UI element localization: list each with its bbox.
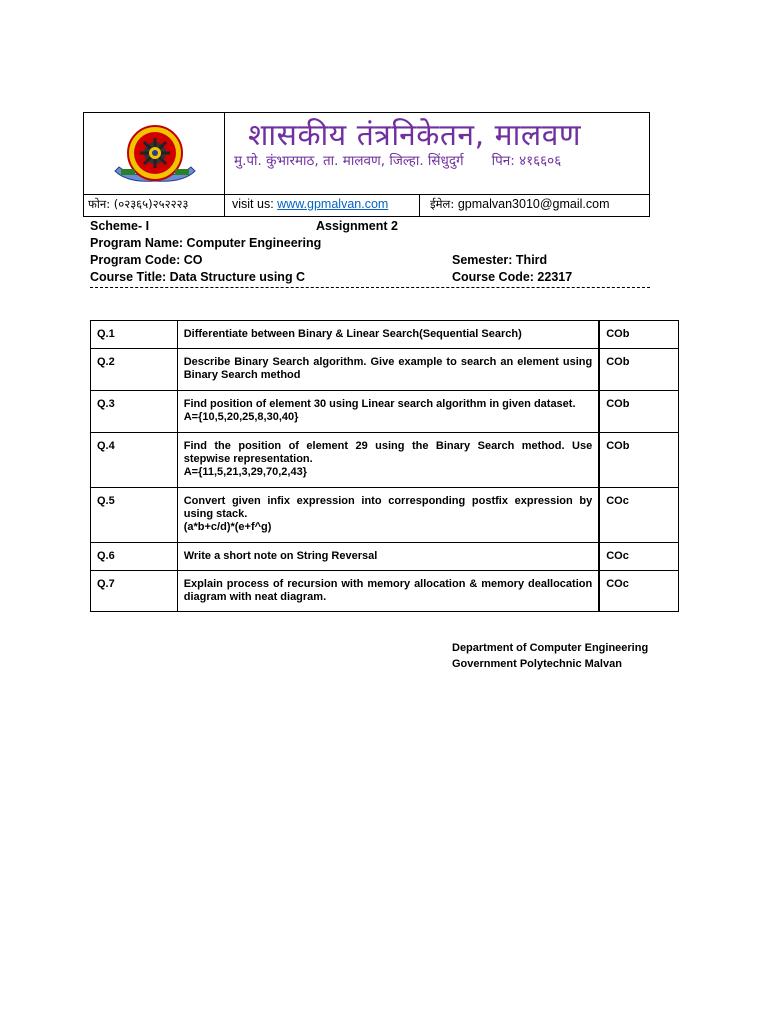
question-number: Q.2	[91, 349, 178, 391]
table-row	[91, 321, 679, 349]
question-text: Differentiate between Binary & Linear Search(Sequential Search)	[177, 321, 599, 349]
phone-number: फोन: (०२३६५)२५२२२३	[84, 195, 225, 217]
question-text: Describe Binary Search algorithm. Give example to search an element using Binary Search method	[177, 349, 599, 391]
course-outcome: COb	[599, 391, 678, 433]
question-text: Write a short note on String Reversal	[177, 543, 599, 571]
table-row	[91, 349, 679, 391]
question-text: Find position of element 30 using Linear search algorithm in given dataset. A={10,5,20,25,8,30,40}	[177, 391, 599, 433]
email-cell	[420, 195, 650, 217]
question-number: Q.4	[91, 433, 178, 488]
contact-row	[84, 194, 649, 217]
course-outcome: COc	[599, 571, 678, 612]
table-row	[91, 391, 679, 433]
question-text: Find the position of element 29 using the Binary Search method. Use stepwise representation. A={11,5,21,3,29,70,2,43}	[177, 433, 599, 488]
institute-emblem-icon	[107, 123, 203, 185]
course-outcome: COb	[599, 321, 678, 349]
question-number: Q.7	[91, 571, 178, 612]
visit-label: visit us:	[232, 197, 278, 211]
table-row	[91, 488, 679, 543]
course-outcome: COc	[599, 488, 678, 543]
department-name: Department of Computer Engineering	[452, 642, 649, 654]
program-code: Program Code: CO	[90, 253, 203, 267]
question-number: Q.6	[91, 543, 178, 571]
course-code: Course Code: 22317	[452, 270, 573, 284]
question-text: Convert given infix expression into corresponding postfix expression by using stack. (a*b+c/d)*(e+f^g)	[177, 488, 599, 543]
email-label: ईमेल:	[430, 197, 458, 211]
program-name: Program Name: Computer Engineering	[90, 236, 322, 250]
institute-footer-name: Government Polytechnic Malvan	[452, 658, 622, 670]
dashed-separator	[90, 287, 650, 288]
table-row	[91, 571, 679, 612]
scheme: Scheme- I	[90, 219, 150, 233]
question-number: Q.5	[91, 488, 178, 543]
website-cell	[225, 195, 420, 217]
email-address: gpmalvan3010@gmail.com	[457, 197, 610, 211]
course-title: Course Title: Data Structure using C	[90, 270, 306, 284]
signature-block	[452, 640, 648, 672]
semester: Semester: Third	[452, 253, 548, 267]
questions-table	[90, 320, 679, 612]
question-text: Explain process of recursion with memory allocation & memory deallocation diagram with neat diagram.	[177, 571, 599, 612]
course-outcome: COb	[599, 433, 678, 488]
website-link[interactable]: www.gpmalvan.com	[277, 197, 389, 211]
letterhead	[83, 112, 650, 217]
pin-code: पिन: ४१६६०६	[491, 153, 562, 169]
table-row	[91, 543, 679, 571]
assignment-title: Assignment 2	[316, 219, 398, 233]
institute-name: शासकीय तंत्रनिकेतन, मालवण	[248, 118, 582, 153]
table-row	[91, 433, 679, 488]
question-number: Q.1	[91, 321, 178, 349]
institute-address	[234, 151, 561, 169]
course-outcome: COc	[599, 543, 678, 571]
logo-cell	[84, 113, 225, 194]
question-number: Q.3	[91, 391, 178, 433]
address-text: मु.पो. कुंभारमाठ, ता. मालवण, जिल्हा. सिंधुदुर्ग	[234, 153, 464, 169]
course-outcome: COb	[599, 349, 678, 391]
